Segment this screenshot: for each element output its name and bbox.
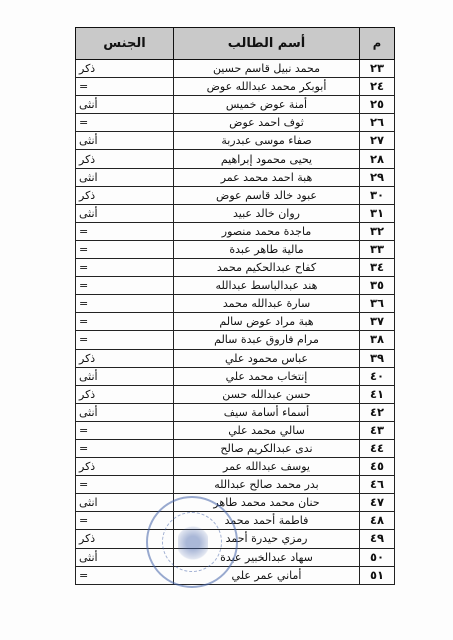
row-gender: =	[76, 331, 174, 349]
row-gender: =	[76, 313, 174, 331]
row-student-name: ماجدة محمد منصور	[174, 222, 360, 240]
row-gender: =	[76, 476, 174, 494]
row-num: ٢٥	[360, 96, 395, 114]
row-gender: ذكر	[76, 150, 174, 168]
header-gender: الجنس	[76, 28, 174, 60]
table-row	[76, 114, 395, 132]
table-row	[76, 150, 395, 168]
table-row	[76, 277, 395, 295]
row-num: ٢٧	[360, 132, 395, 150]
header-student-name: أسم الطالب	[174, 28, 360, 60]
table-header-row	[76, 28, 395, 60]
row-gender: ذكر	[76, 186, 174, 204]
table-row	[76, 204, 395, 222]
table-row	[76, 331, 395, 349]
row-gender: =	[76, 222, 174, 240]
table-row	[76, 403, 395, 421]
table-row	[76, 385, 395, 403]
row-num: ٣٢	[360, 222, 395, 240]
row-student-name: محمد نبيل قاسم حسين	[174, 60, 360, 78]
row-student-name: فاطمة أحمد محمد	[174, 512, 360, 530]
row-num: ٣٩	[360, 349, 395, 367]
table-row	[76, 240, 395, 258]
row-student-name: أمنة عوض خميس	[174, 96, 360, 114]
row-student-name: سهاد عبدالخبير عبدة	[174, 548, 360, 566]
table-row	[76, 349, 395, 367]
table-row	[76, 259, 395, 277]
row-student-name: هند عبدالباسط عبدالله	[174, 277, 360, 295]
row-num: ٢٩	[360, 168, 395, 186]
row-gender: أنثى	[76, 548, 174, 566]
table-row	[76, 295, 395, 313]
row-num: ٣٥	[360, 277, 395, 295]
table-row	[76, 222, 395, 240]
table-row	[76, 132, 395, 150]
table-row	[76, 476, 395, 494]
row-gender: ذكر	[76, 458, 174, 476]
table-row	[76, 566, 395, 584]
row-num: ٤٨	[360, 512, 395, 530]
table-row	[76, 60, 395, 78]
row-num: ٤٣	[360, 421, 395, 439]
row-gender: =	[76, 277, 174, 295]
table-row	[76, 439, 395, 457]
row-student-name: أماني عمر علي	[174, 566, 360, 584]
row-gender: أنثى	[76, 96, 174, 114]
row-num: ٤٥	[360, 458, 395, 476]
row-gender: =	[76, 240, 174, 258]
row-num: ٥٠	[360, 548, 395, 566]
row-gender: أنثى	[76, 367, 174, 385]
row-student-name: سارة عبدالله محمد	[174, 295, 360, 313]
row-student-name: مرام فاروق عبدة سالم	[174, 331, 360, 349]
row-student-name: هبة مراد عوض سالم	[174, 313, 360, 331]
row-gender: =	[76, 259, 174, 277]
row-num: ٤٧	[360, 494, 395, 512]
row-student-name: بدر محمد صالح عبدالله	[174, 476, 360, 494]
row-num: ٤٤	[360, 439, 395, 457]
row-num: ٤٠	[360, 367, 395, 385]
row-num: ٣١	[360, 204, 395, 222]
row-gender: انثى	[76, 168, 174, 186]
table-row	[76, 367, 395, 385]
row-student-name: رمزي حيدرة أحمد	[174, 530, 360, 548]
table-row	[76, 421, 395, 439]
row-gender: ذكر	[76, 385, 174, 403]
row-student-name: روان خالد عبيد	[174, 204, 360, 222]
stamp-emblem	[178, 526, 208, 560]
row-student-name: يحيى محمود إبراهيم	[174, 150, 360, 168]
row-num: ٢٣	[360, 60, 395, 78]
row-student-name: سالي محمد علي	[174, 421, 360, 439]
row-num: ٤٢	[360, 403, 395, 421]
table-row	[76, 78, 395, 96]
row-gender: أنثى	[76, 204, 174, 222]
row-gender: ذكر	[76, 349, 174, 367]
row-num: ٢٨	[360, 150, 395, 168]
table-row	[76, 96, 395, 114]
row-student-name: حنان محمد محمد طاهر	[174, 494, 360, 512]
row-num: ٣٤	[360, 259, 395, 277]
row-student-name: حسن عبدالله حسن	[174, 385, 360, 403]
table-row	[76, 186, 395, 204]
row-student-name: ندى عبدالكريم صالح	[174, 439, 360, 457]
row-num: ٤٦	[360, 476, 395, 494]
row-num: ٣٨	[360, 331, 395, 349]
row-num: ٣٧	[360, 313, 395, 331]
row-student-name: هبة احمد محمد عمر	[174, 168, 360, 186]
row-num: ٣٣	[360, 240, 395, 258]
row-student-name: عباس محمود علي	[174, 349, 360, 367]
row-gender: =	[76, 295, 174, 313]
row-gender: أنثى	[76, 132, 174, 150]
row-gender: انثى	[76, 494, 174, 512]
row-gender: أنثى	[76, 403, 174, 421]
row-gender: =	[76, 78, 174, 96]
table-row	[76, 313, 395, 331]
row-gender: =	[76, 421, 174, 439]
row-num: ٣٦	[360, 295, 395, 313]
students-table	[75, 27, 395, 585]
row-gender: ذكر	[76, 530, 174, 548]
table-row	[76, 168, 395, 186]
table-row	[76, 458, 395, 476]
row-gender: =	[76, 114, 174, 132]
row-student-name: ثوف احمد عوض	[174, 114, 360, 132]
table-body	[76, 60, 395, 585]
row-student-name: صفاء موسى عبدربة	[174, 132, 360, 150]
row-gender: ذكر	[76, 60, 174, 78]
row-student-name: يوسف عبدالله عمر	[174, 458, 360, 476]
row-num: ٤١	[360, 385, 395, 403]
row-gender: =	[76, 566, 174, 584]
row-student-name: أبوبكر محمد عبدالله عوض	[174, 78, 360, 96]
row-student-name: إنتخاب محمد علي	[174, 367, 360, 385]
row-num: ٤٩	[360, 530, 395, 548]
row-num: ٢٤	[360, 78, 395, 96]
row-num: ٢٦	[360, 114, 395, 132]
row-num: ٥١	[360, 566, 395, 584]
row-gender: =	[76, 512, 174, 530]
header-num: م	[360, 28, 395, 60]
row-student-name: كفاح عبدالحكيم محمد	[174, 259, 360, 277]
row-num: ٣٠	[360, 186, 395, 204]
row-student-name: عبود خالد قاسم عوض	[174, 186, 360, 204]
row-student-name: أسماء أسامة سيف	[174, 403, 360, 421]
official-stamp	[146, 496, 238, 588]
row-gender: =	[76, 439, 174, 457]
row-student-name: مالية طاهر عبدة	[174, 240, 360, 258]
table-row	[76, 494, 395, 512]
